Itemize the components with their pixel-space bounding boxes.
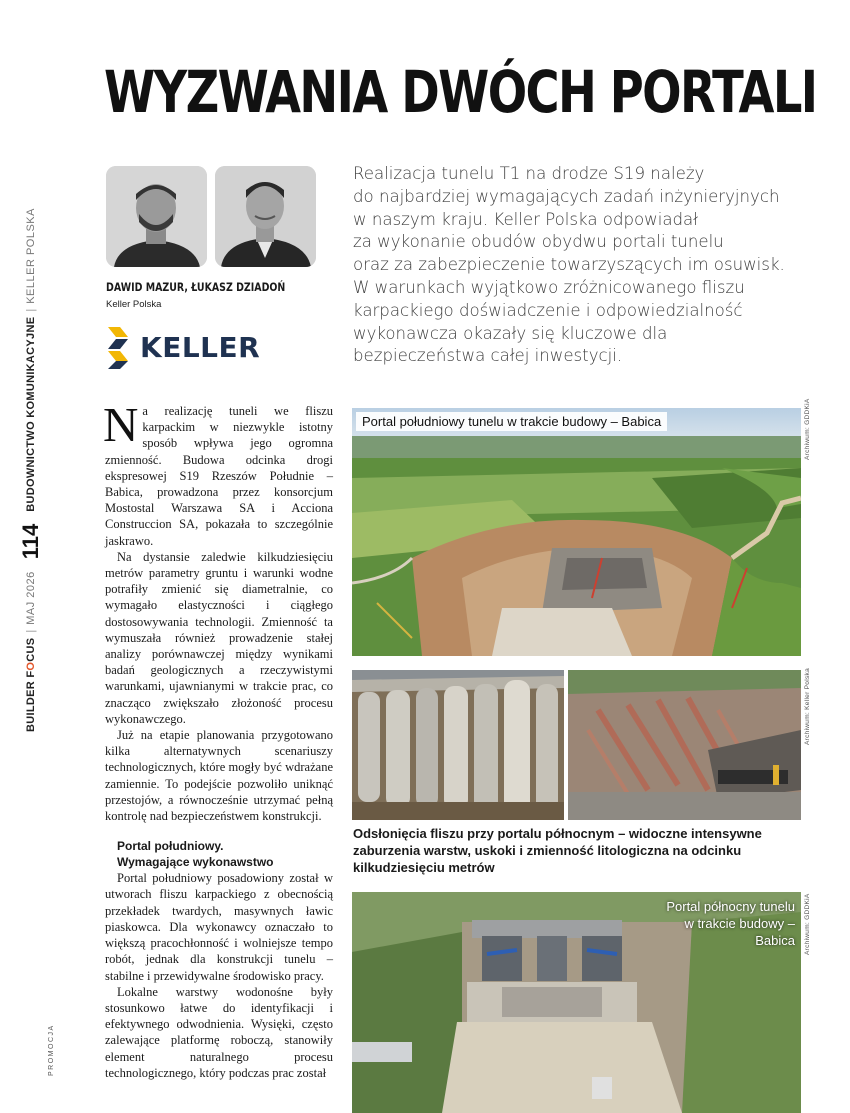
separator: | <box>25 629 37 633</box>
photo-bored-piles <box>352 670 564 820</box>
company-name: KELLER POLSKA <box>25 208 37 304</box>
section-name: BUDOWNICTWO KOMUNIKACYJNE <box>25 316 37 512</box>
photo-north-portal <box>352 892 801 1113</box>
lead-paragraph <box>353 163 803 368</box>
issue-date: MAJ 2026 <box>25 571 37 625</box>
photo-flysch-outcrop <box>568 670 801 820</box>
photo-caption-north-outcrops: Odsłonięcia fliszu przy portalu północnym – widoczne intensywne zaburzenia warstw, uskoki i zmienność litologiczna na odcinku kilkudziesięciu metrów <box>353 826 762 875</box>
lead-line: oraz za zabezpieczenie towarzyszących im osuwisk. <box>353 255 785 275</box>
photo-south-portal <box>352 408 801 656</box>
photo-caption-south: Portal południowy tunelu w trakcie budowy – Babica <box>356 412 667 431</box>
page-title: WYZWANIA DWÓCH PORTALI <box>104 58 817 126</box>
lead-line: wykonawcza okazały się kluczowe dla <box>353 323 668 343</box>
drop-cap: N <box>103 397 139 452</box>
author-photo-mazur <box>106 166 207 267</box>
promo-label: PROMOCJA <box>48 1024 55 1076</box>
section-heading: Portal południowy. Wymagające wykonawstwo <box>117 839 274 870</box>
authors: DAWID MAZUR, ŁUKASZ DZIADOŃ <box>106 280 286 294</box>
keller-logo-mark-icon <box>106 325 130 369</box>
article-body <box>103 397 333 1081</box>
photo-credit: Archiwum: Keller Polska <box>804 668 811 745</box>
lead-line: karpackiego doświadczenie i odpowiedzialność <box>353 300 743 320</box>
lead-line: za wykonanie obudów obydwu portali tunelu <box>353 232 724 252</box>
lead-line: w naszym kraju. Keller Polska odpowiadał <box>353 209 698 229</box>
lead-line: Realizacja tunelu T1 na drodze S19 należy <box>353 164 705 183</box>
body-paragraph: Lokalne warstwy wodonośne były stosunkowo łatwe do identyfikacji i efektywnego odwodnienia. Wysięki, często zalewające platformę roboczą, stanowiły element naturalnego procesu technologicznego, który podczas prac został <box>105 984 333 1080</box>
keller-logo-text: KELLER <box>140 330 261 364</box>
body-paragraph: Portal południowy posadowiony został w utworach fliszu karpackiego z obecnością przekładek twardych, masywnych ławic piaskowca. Dla wykonawcy oznaczało to większą pracochłonność i wolniejsze tempo robót, jednak dla konstrukcji tunelu – stabilne i przewidywalne środowisko pracy. <box>105 871 333 983</box>
body-paragraph: Na realizację tuneli we fliszu karpackim w niezwykle istotny sposób wpływa jego ogromna zmienność. Budowa odcinka drogi ekspresowej S19 Rzeszów Południe – Babica, prowadzona przez konsorcjum Mostostal Warszawa SA i Acciona Construccion SA, pokazała to szczególnie jaskrawo. <box>103 397 333 548</box>
author-affiliation: Keller Polska <box>106 299 162 310</box>
body-paragraph: Na dystansie zaledwie kilkudziesięciu metrów parametry gruntu i warunki wodne potrafiły zmienić się diametralnie, co wymagało elastyczności i ciągłego dostosowywania technologii. Zmienność ta wymuszała również prowadzenie stałej analizy porównawczej między wynikami badań geologicznych a rzeczywistymi warunkami, ujawnianymi w trakcie prac, co znacząco zwiększało złożoność procesu wykonawczego. <box>105 549 333 726</box>
separator: | <box>25 308 37 312</box>
lead-line: do najbardziej wymagających zadań inżynieryjnych <box>353 186 780 206</box>
author-photo-dziadon <box>215 166 316 267</box>
photo-credit: Archiwum: GDDKiA <box>804 398 811 460</box>
vertical-running-header <box>18 208 44 732</box>
body-paragraph: Już na etapie planowania przygotowano kilka alternatywnych scenariuszy technologicznych, które mogły być wdrażane zamiennie. To podejście pozwoliło uniknąć przestojów, a równocześnie utrzymać pełną kontrolę nad bezpieczeństwem konstrukcji. <box>105 728 333 824</box>
lead-line: W warunkach wyjątkowo zróżnicowanego fliszu <box>353 277 745 297</box>
keller-logo <box>106 325 260 369</box>
page-number: 114 <box>18 523 43 560</box>
photo-caption-north: Portal północny tunelu w trakcie budowy – Babica <box>666 899 795 948</box>
lead-line: bezpieczeństwa całej inwestycji. <box>353 346 623 366</box>
photo-credit: Archiwum: GDDKiA <box>804 893 811 955</box>
magazine-brand: BUILDER FOCUS <box>25 637 37 732</box>
